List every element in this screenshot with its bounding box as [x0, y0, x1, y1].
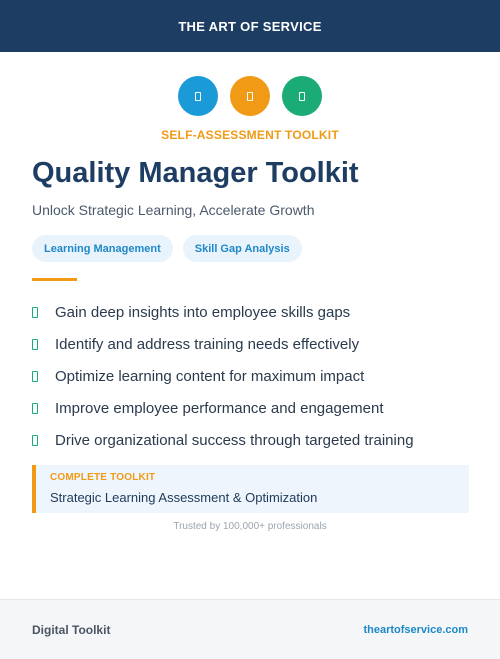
list-item [32, 328, 472, 360]
document-icon [178, 76, 218, 116]
checkbox-icon [32, 403, 38, 414]
trust-note: Trusted by 100,000+ professionals [173, 521, 327, 532]
benefit-text: Improve employee performance and engagement [55, 399, 384, 417]
checkbox-icon [32, 371, 38, 382]
tag-skill-gap-analysis: Skill Gap Analysis [183, 235, 302, 262]
document-icon [230, 76, 270, 116]
callout-description: Strategic Learning Assessment & Optimization [50, 490, 318, 505]
list-item [32, 392, 472, 424]
footer-label: Digital Toolkit [32, 622, 111, 637]
tag-learning-management: Learning Management [32, 235, 173, 262]
accent-divider [32, 278, 77, 281]
list-item [32, 360, 472, 392]
list-item [32, 424, 472, 456]
toolkit-callout [32, 465, 469, 513]
checkbox-icon [32, 435, 38, 446]
document-icon [282, 76, 322, 116]
page-subtitle: Unlock Strategic Learning, Accelerate Growth [32, 202, 315, 218]
checkbox-icon [32, 307, 38, 318]
benefit-list [32, 296, 472, 456]
benefit-text: Drive organizational success through targeted training [55, 431, 414, 449]
page-title: Quality Manager Toolkit [32, 157, 359, 189]
list-item [32, 296, 472, 328]
brand-name: THE ART OF SERVICE [178, 18, 322, 34]
footer-bar [0, 599, 500, 659]
benefit-text: Identify and address training needs effectively [55, 335, 360, 353]
tag-list [32, 235, 302, 262]
benefit-text: Optimize learning content for maximum impact [55, 367, 365, 385]
header-bar [0, 0, 500, 52]
benefit-text: Gain deep insights into employee skills gaps [55, 303, 351, 321]
checkbox-icon [32, 339, 38, 350]
callout-label: COMPLETE TOOLKIT [50, 472, 156, 483]
website-link[interactable]: theartofservice.com [363, 623, 468, 636]
icon-row [0, 76, 500, 116]
kicker-label: SELF-ASSESSMENT TOOLKIT [161, 128, 339, 142]
